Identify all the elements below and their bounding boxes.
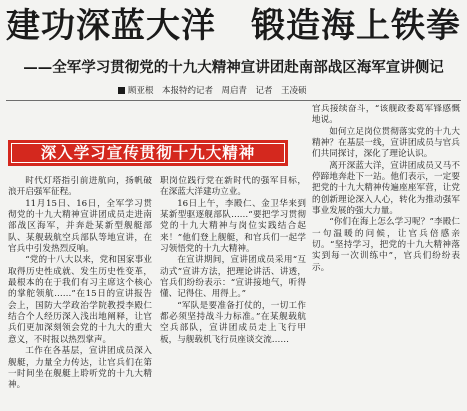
article-middle-column	[160, 176, 306, 409]
paragraph: 如何立足岗位贯彻落实党的十九大精神？在基层一线，宣讲团成员与官兵们共同探讨，深化了理论认识。	[312, 126, 460, 160]
square-bullet-icon	[118, 87, 125, 94]
paragraph: 工作在各基层，宣讲团成员深入舰艇，力量全力传达，让官兵们在第一时间坐在舰艇上聆听党的十九大精神。	[8, 346, 152, 391]
article-right-column	[312, 104, 460, 409]
paragraph: “党的十八大以来，党和国家事业取得历史性成就、发生历史性变革，最根本的在于我们有习主席这个核心的掌舵领航……”在15日的宣讲报告会上，国防大学政治学院教授李殿仁结合个人经历深入浅出地阐释，让官兵们更加深刻领会党的十九大的重大意义，不时报以热烈掌声。	[8, 255, 152, 345]
section-banner	[8, 140, 288, 166]
paragraph: 16日上午，李殿仁、金卫华来到某新型驱逐舰部队……“要把学习贯彻党的十九大精神与岗位实践结合起来！”他们登上舰艇，和官兵们一起学习领悟党的十九大精神。	[160, 198, 306, 255]
headline: 建功深蓝大洋 锻造海上铁拳	[6, 6, 461, 46]
paragraph: 时代灯塔指引前进航向，扬帆破浪开启强军征程。	[8, 176, 152, 198]
paragraph: 官兵接续奋斗，“该舰政委葛军锋感慨地说。	[312, 104, 460, 126]
section-banner-text: 深入学习宣传贯彻十九大精神	[40, 144, 256, 162]
paragraph: “你们在海上怎么学习呢？”李殿仁一句温暖的问候，让官兵倍感亲切。“坚持学习，把党的十九大精神落实到每一次训练中”，官兵们纷纷表示。	[312, 217, 460, 273]
paragraph: 职岗位践行党在新时代的强军目标，在深蓝大洋建功立业。	[160, 176, 306, 198]
paragraph: 11月15日、16日，全军学习贯彻党的十九大精神宣讲团成员走进南部战区海军，并奔赴某新型舰艇部队、某舰载航空兵部队等地宣讲，在官兵中引发热烈反响。	[8, 198, 152, 255]
subheadline: ——全军学习贯彻党的十九大精神宣讲团赴南部战区海军宣讲侧记	[23, 59, 444, 76]
paragraph: “军队是要准备打仗的，一切工作都必须坚持战斗力标准。”在某舰载航空兵部队，宣讲团成员走上飞行甲板，与舰载机飞行员座谈交流……	[160, 300, 306, 345]
paragraph: 在宣讲期间，宣讲团成员采用“互动式”宣讲方法，把理论讲活、讲透，官兵们纷纷表示：“宣讲接地气，听得懂、记得住、用得上。”	[160, 255, 306, 300]
paragraph: 离开深蓝大洋，宣讲团成员又马不停蹄地奔赴下一站。他们表示，一定要把党的十九大精神传遍座座军营，让党的创新理论深入人心，转化为推动强军事业发展的强大力量。	[312, 160, 460, 217]
article-left-column	[8, 176, 152, 409]
byline	[118, 85, 307, 97]
top-divider	[6, 100, 461, 101]
byline-text: 顾亚根 本报特约记者 周启青 记者 王凌硕	[128, 86, 307, 96]
